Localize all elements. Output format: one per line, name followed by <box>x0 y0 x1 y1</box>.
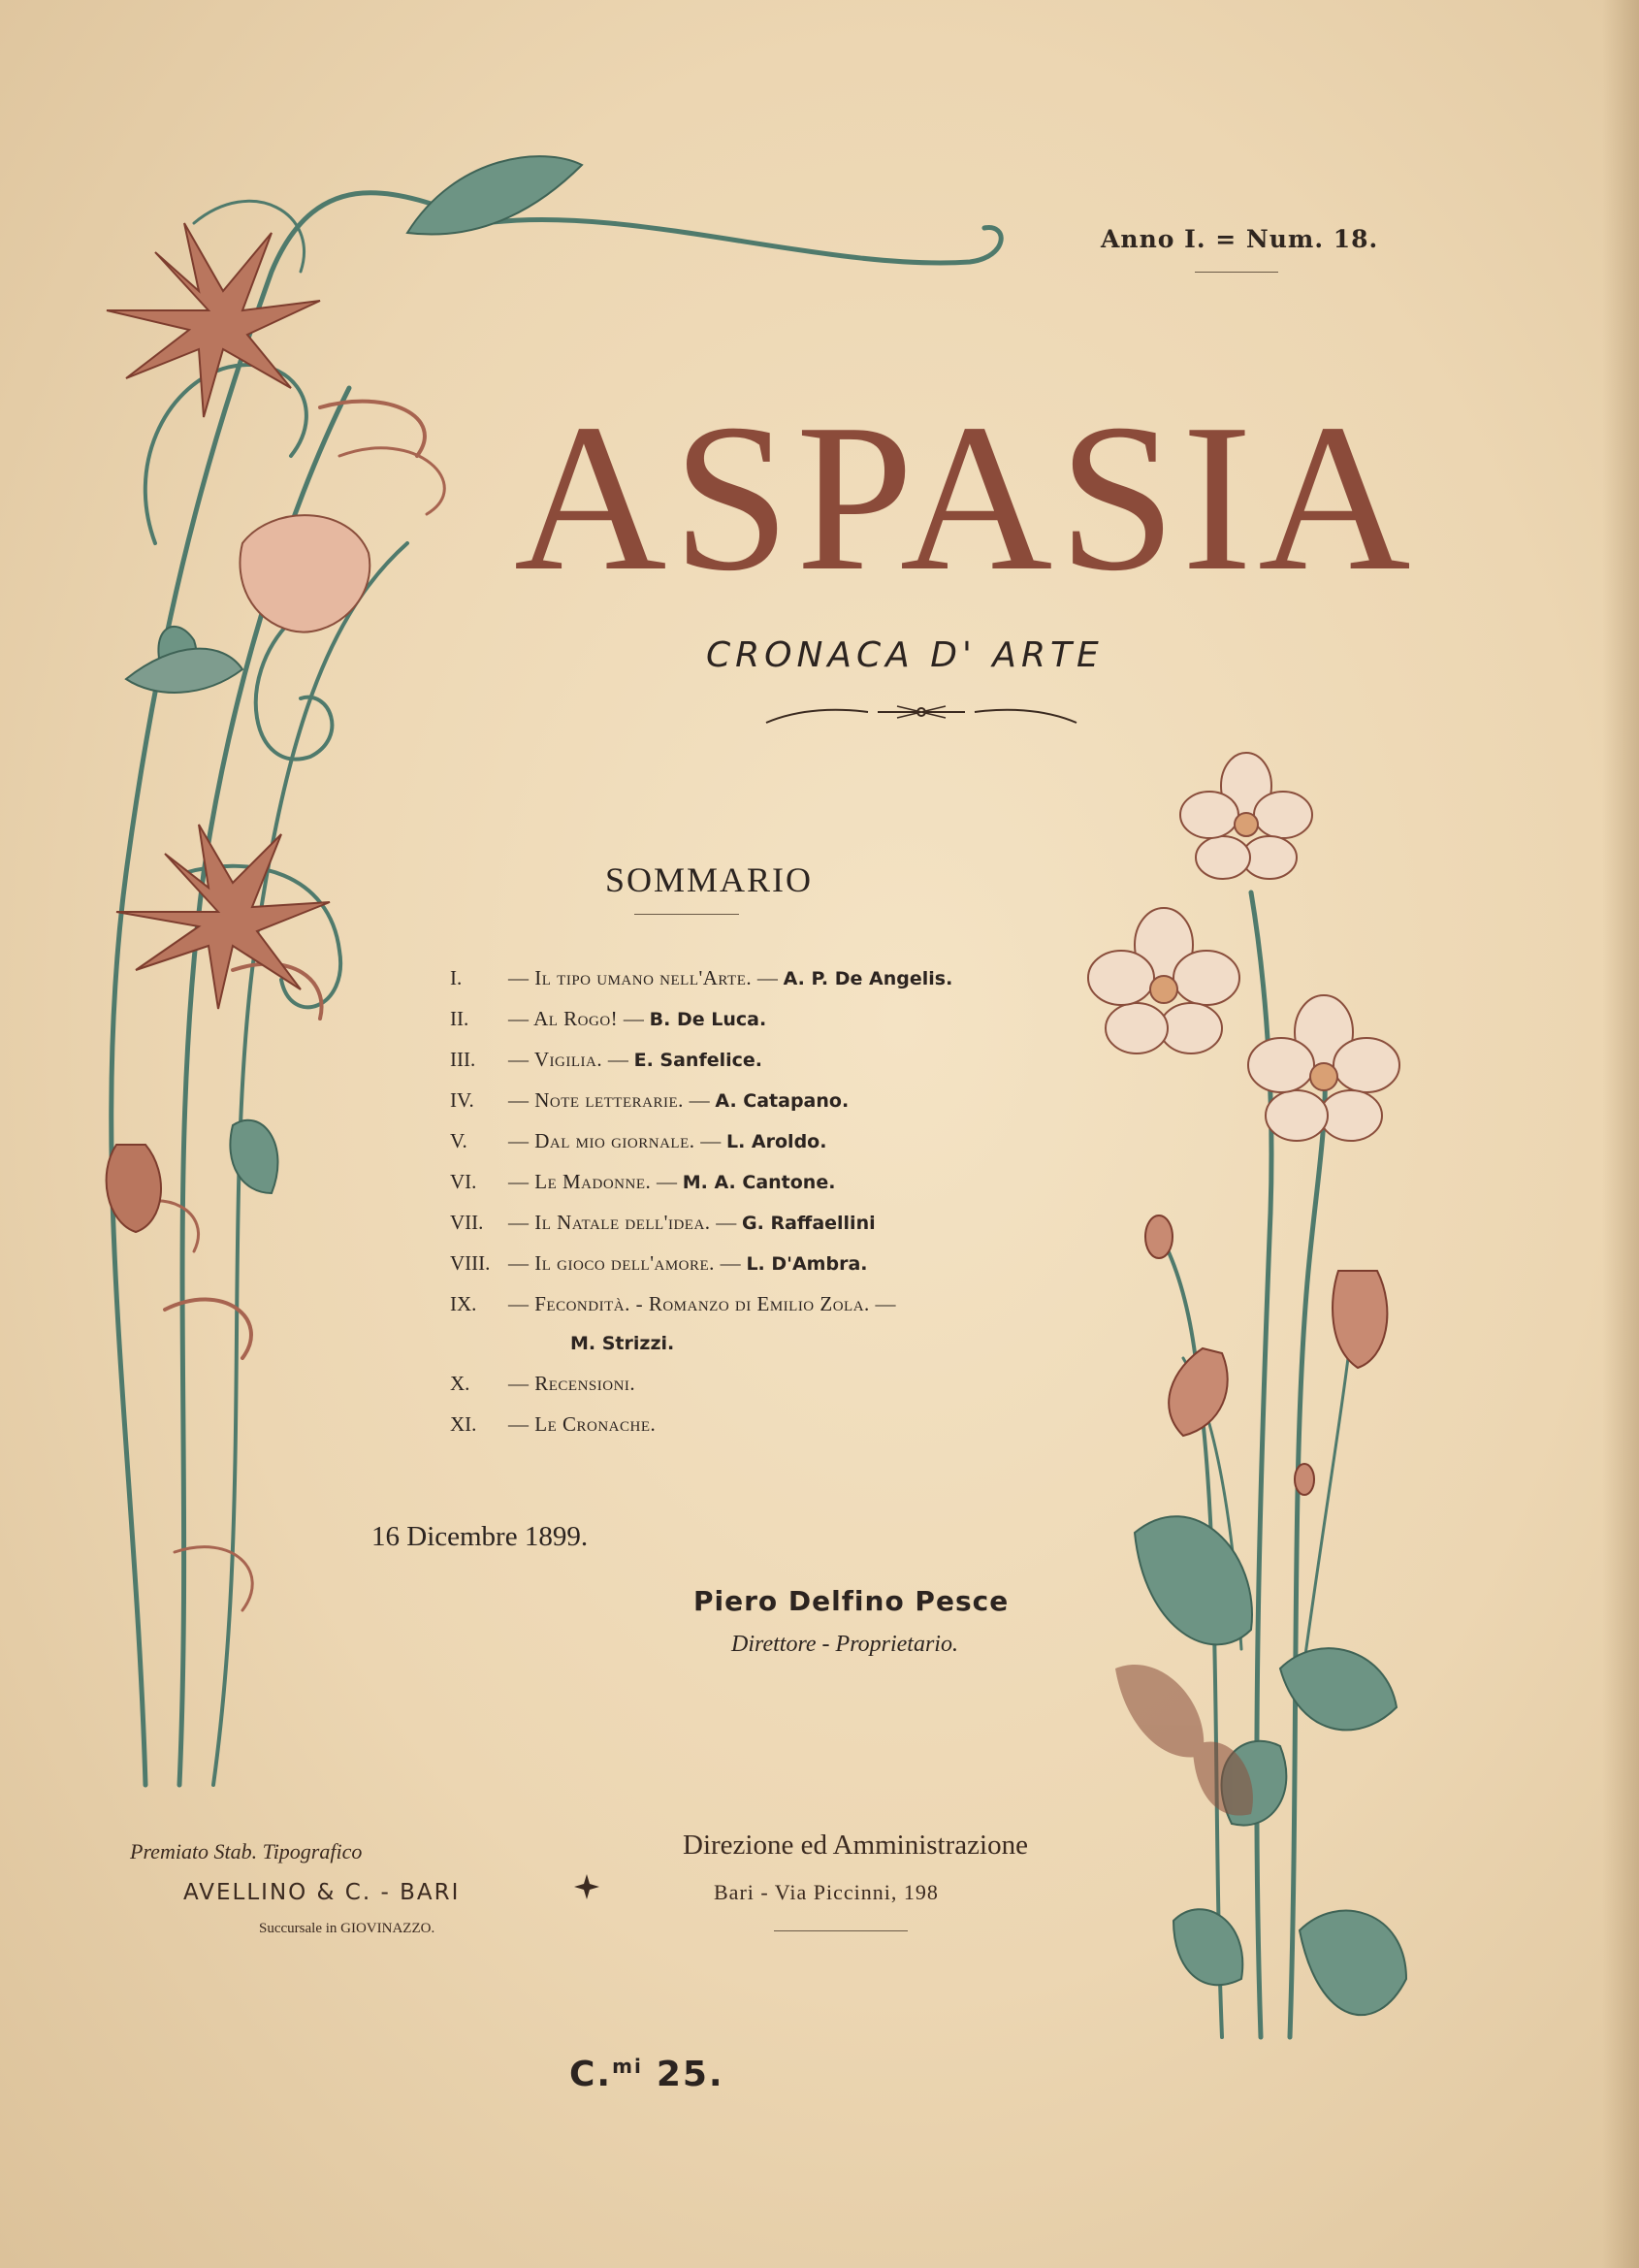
toc-title: — Fecondità. - Romanzo di Emilio Zola. — <box>508 1292 897 1315</box>
star-icon <box>572 1872 601 1901</box>
toc-item <box>450 1088 849 1113</box>
toc-item <box>450 966 952 990</box>
toc-item <box>450 1292 896 1316</box>
administration-line-1: Direzione ed Amministrazione <box>683 1830 1028 1861</box>
toc-title: — Vigilia. — <box>508 1048 629 1071</box>
toc-title: — Note letterarie. — <box>508 1088 711 1112</box>
toc-number: III. <box>450 1048 476 1071</box>
printer-line-2: AVELLINO & C. - BARI <box>183 1880 461 1905</box>
printer-line-3: Succursale in GIOVINAZZO. <box>259 1921 435 1936</box>
toc-author: E. Sanfelice. <box>633 1050 762 1071</box>
price-prefix: C. <box>569 2055 613 2094</box>
toc-author: L. D'Ambra. <box>746 1253 868 1275</box>
toc-number: IV. <box>450 1088 474 1112</box>
toc-item <box>450 1007 766 1031</box>
director-role: Direttore - Proprietario. <box>731 1632 958 1657</box>
toc-item <box>450 1372 635 1396</box>
toc-title: — Le Cronache. <box>508 1412 657 1436</box>
toc-author: M. A. Cantone. <box>682 1172 836 1193</box>
issue-underline <box>1195 272 1278 273</box>
toc-number: VII. <box>450 1211 484 1234</box>
toc-author: A. Catapano. <box>715 1090 850 1112</box>
toc-author: M. Strizzi. <box>570 1333 675 1354</box>
toc-author: G. Raffaellini <box>742 1213 876 1234</box>
administration-line-2: Bari - Via Piccinni, 198 <box>714 1880 939 1904</box>
toc-item <box>450 1211 876 1235</box>
toc-item <box>450 1170 835 1194</box>
toc-title: — Al Rogo! — <box>508 1007 645 1030</box>
toc-number: II. <box>450 1007 469 1030</box>
issue-date: 16 Dicembre 1899. <box>371 1521 589 1552</box>
toc-number: VI. <box>450 1170 477 1193</box>
price-value: 25. <box>656 2055 724 2094</box>
toc-number: XI. <box>450 1412 477 1436</box>
toc-item <box>450 1251 867 1276</box>
administration-underline <box>774 1930 908 1931</box>
toc-title: — Dal mio giornale. — <box>508 1129 722 1152</box>
ornament-divider <box>761 698 1081 737</box>
toc-number: IX. <box>450 1292 477 1315</box>
toc-number: VIII. <box>450 1251 491 1275</box>
toc-item-continuation <box>570 1331 674 1355</box>
price-sup: mi <box>612 2055 643 2078</box>
issue-number: Anno I. = Num. 18. <box>1101 225 1379 253</box>
masthead-title: ASPASIA <box>514 381 1417 615</box>
toc-author: L. Aroldo. <box>725 1131 827 1152</box>
toc-title: — Le Madonne. — <box>508 1170 678 1193</box>
toc-number: I. <box>450 966 463 989</box>
sommario-underline <box>634 914 739 915</box>
toc-author: B. De Luca. <box>649 1009 767 1030</box>
toc-number: X. <box>450 1372 470 1395</box>
price-label <box>569 2055 724 2094</box>
toc-title: — Recensioni. <box>508 1372 636 1395</box>
sommario-heading: SOMMARIO <box>605 860 814 899</box>
printer-line-1: Premiato Stab. Tipografico <box>130 1839 363 1863</box>
toc-item <box>450 1412 656 1437</box>
masthead-subtitle: CRONACA D' ARTE <box>706 635 1104 675</box>
toc-title: — Il tipo umano nell'Arte. — <box>508 966 779 989</box>
toc-title: — Il Natale dell'idea. — <box>508 1211 737 1234</box>
toc-item <box>450 1048 762 1072</box>
toc-item <box>450 1129 826 1153</box>
toc-number: V. <box>450 1129 467 1152</box>
toc-author: A. P. De Angelis. <box>783 968 953 989</box>
toc-title: — Il gioco dell'amore. — <box>508 1251 742 1275</box>
director-name: Piero Delfino Pesce <box>693 1585 1010 1617</box>
